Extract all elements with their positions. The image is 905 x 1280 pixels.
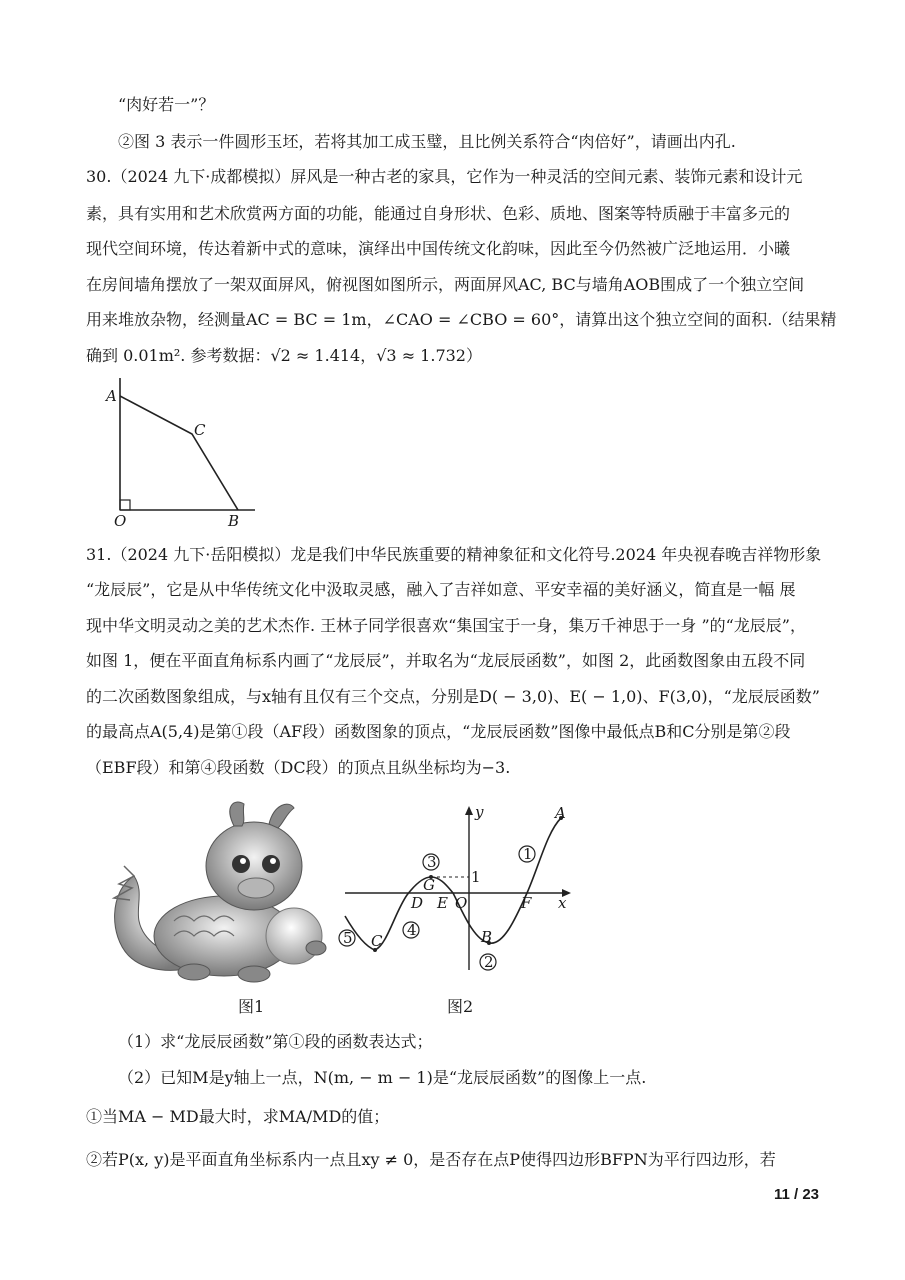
figure-1-caption: 图1 xyxy=(238,997,265,1016)
label-C: C xyxy=(371,932,383,950)
figure-2-caption: 图2 xyxy=(447,997,474,1016)
tick-label-1: 1 xyxy=(471,868,481,886)
text-line: 用来堆放杂物，经测量AC = BC = 1m，∠CAO = ∠CBO = 60°，请算出这个独立空间的面积.（结果精 xyxy=(86,310,837,329)
segment-label-4: 4 xyxy=(407,921,417,939)
segment-label-2: 2 xyxy=(484,953,494,971)
function-graph-figure xyxy=(335,800,585,980)
problem-30-header: 30.（2024 九下·成都模拟）屏风是一种古老的家具，它作为一种灵活的空间元素、装饰元素和设计元 xyxy=(86,167,803,186)
text-line: 素，具有实用和艺术欣赏两方面的功能，能通过自身形状、色彩、质地、图案等特质融于丰富多元的 xyxy=(86,204,791,223)
question-2-part-2: ②若P(x, y)是平面直角坐标系内一点且xy ≠ 0，是否存在点P使得四边形BFPN为平行四边形，若 xyxy=(86,1150,776,1169)
text-line: “肉好若一”？ xyxy=(118,95,215,114)
label-O: O xyxy=(114,512,127,530)
segment-label-3: 3 xyxy=(427,853,437,871)
label-C: C xyxy=(194,421,206,439)
y-axis-label: y xyxy=(475,803,484,821)
text-line: ②图 3 表示一件圆形玉坯，若将其加工成玉璧，且比例关系符合“肉倍好”，请画出内孔. xyxy=(118,132,736,151)
text-line: 在房间墙角摆放了一架双面屏风，俯视图如图所示，两面屏风AC, BC与墙角AOB围成了一个独立空间 xyxy=(86,275,805,294)
page-number: 11 / 23 xyxy=(773,1186,819,1203)
dragon-illustration xyxy=(104,796,334,986)
text-line: 确到 0.01m². 参考数据：√2 ≈ 1.414，√3 ≈ 1.732） xyxy=(86,346,482,365)
text-line: 的二次函数图象组成，与x轴有且仅有三个交点，分别是D( − 3,0)、E( − 1,0)、F(3,0)，“龙辰辰函数” xyxy=(86,687,820,706)
label-B: B xyxy=(481,928,493,946)
question-2: （2）已知M是y轴上一点，N(m, − m − 1)是“龙辰辰函数”的图像上一点. xyxy=(118,1068,647,1087)
text-line: 现代空间环境，传达着新中式的意味，演绎出中国传统文化韵味，因此至今仍然被广泛地运用．小曦 xyxy=(86,239,791,258)
text-line: （EBF段）和第④段函数（DC段）的顶点且纵坐标均为−3. xyxy=(86,758,511,777)
text-line: 的最高点A(5,4)是第①段（AF段）函数图象的顶点，“龙辰辰函数”图像中最低点B和C分别是第②段 xyxy=(86,722,791,741)
label-F: F xyxy=(521,894,532,912)
label-A: A xyxy=(555,804,566,822)
label-G: G xyxy=(423,876,435,894)
label-E: E xyxy=(437,894,448,912)
label-D: D xyxy=(411,894,424,912)
question-1: （1）求“龙辰辰函数”第①段的函数表达式； xyxy=(118,1032,433,1051)
problem-31-header: 31.（2024 九下·岳阳模拟）龙是我们中华民族重要的精神象征和文化符号.2024 年央视春晚吉祥物形象 xyxy=(86,545,822,564)
segment-label-5: 5 xyxy=(343,929,353,947)
text-line: 如图 1，便在平面直角标系内画了“龙辰辰”，并取名为“龙辰辰函数”，如图 2，此函数图象由五段不同 xyxy=(86,651,806,670)
segment-label-1: 1 xyxy=(523,845,533,863)
text-line: “龙辰辰”，它是从中华传统文化中汲取灵感，融入了吉祥如意、平安幸福的美好涵义，简直是一幅 展 xyxy=(86,580,796,599)
label-A: A xyxy=(106,387,117,405)
question-2-part-1: ①当MA − MD最大时，求MA/MD的值； xyxy=(86,1107,390,1126)
x-axis-label: x xyxy=(558,894,567,912)
label-O: O xyxy=(455,894,468,912)
label-B: B xyxy=(228,512,240,530)
screen-diagram-figure xyxy=(100,372,270,532)
text-line: 现中华文明灵动之美的艺术杰作. 王林子同学很喜欢“集国宝于一身，集万千神思于一身 ”的“龙辰辰”， xyxy=(86,616,806,635)
